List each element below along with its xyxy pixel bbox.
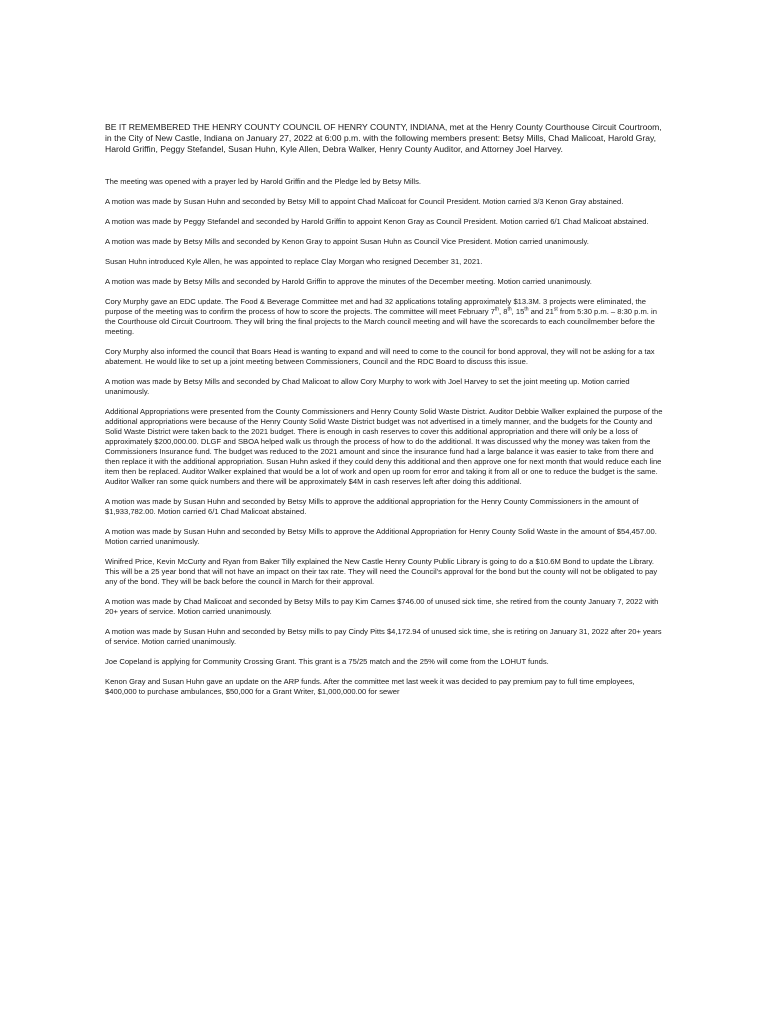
minutes-paragraph: A motion was made by Betsy Mills and seconded by Kenon Gray to appoint Susan Huhn as Council Vice President. Motion carried unanimously. [105, 236, 589, 246]
minutes-paragraph: The meeting was opened with a prayer led by Harold Griffin and the Pledge led by Betsy Mills. [105, 176, 422, 186]
minutes-paragraph: A motion was made by Chad Malicoat and seconded by Betsy Mills to pay Kim Carnes $746.00 of unused sick time, she retired from the county January 7, 2022 with 20+ years of service. Motion carried unanimously. [105, 596, 659, 616]
intro-paragraph: BE IT REMEMBERED THE HENRY COUNTY COUNCIL OF HENRY COUNTY, INDIANA, met at the Henry County Courthouse Circuit Courtroom, in the City of New Castle, Indiana on January 27, 2022 at 6:00 p.m. with the following members present: Betsy Mills, Chad Malicoat, Harold Gray, Harold Griffin, Peggy Stefandel, Susan Huhn, Kyle Allen, Debra Walker, Henry County Auditor, and Attorney Joel Harvey. [105, 122, 662, 155]
minutes-paragraph: A motion was made by Susan Huhn and seconded by Betsy Mills to approve the Additional Appropriation for Henry County Solid Waste in the amount of $54,457.00. Motion carried unanimously. [105, 526, 657, 546]
minutes-paragraph: A motion was made by Susan Huhn and seconded by Betsy Mills to approve the additional appropriation for the Henry County Commissioners in the amount of $1,933,782.00. Motion carried 6/1 Chad Malicoat abstained. [105, 496, 639, 516]
minutes-body [105, 177, 667, 697]
minutes-paragraph: A motion was made by Susan Huhn and seconded by Betsy Mill to appoint Chad Malicoat for Council President. Motion carried 3/3 Kenon Gray abstained. [105, 196, 624, 206]
minutes-paragraph: A motion was made by Susan Huhn and seconded by Betsy mills to pay Cindy Pitts $4,172.94 of unused sick time, she is retiring on January 31, 2022 after 20+ years of service. Motion carried unanimously. [105, 626, 662, 646]
document-page [105, 122, 667, 707]
minutes-paragraph: Joe Copeland is applying for Community Crossing Grant. This grant is a 75/25 match and the 25% will come from the LOHUT funds. [105, 656, 549, 666]
minutes-paragraph: Kenon Gray and Susan Huhn gave an update on the ARP funds. After the committee met last week it was decided to pay premium pay to full time employees, $400,000 to purchase ambulances, $50,000 for a Grant Writer, $1,000,000.00 for sewer [105, 676, 635, 696]
minutes-paragraph: Cory Murphy gave an EDC update. The Food & Beverage Committee met and had 32 applications totaling approximately $13.3M. 3 projects were eliminated, the purpose of the meeting was to confirm the process of how to score the projects. The committee will meet February 7th, 8th, 15th and 21st from 5:30 p.m. – 8:30 p.m. in the Courthouse old Circuit Courtroom. They will bring the final projects to the March council meeting and will have the scorecards to each councilmember before the meeting. [105, 296, 657, 336]
minutes-paragraph: A motion was made by Betsy Mills and seconded by Chad Malicoat to allow Cory Murphy to work with Joel Harvey to set the joint meeting up. Motion carried unanimously. [105, 376, 630, 396]
minutes-paragraph: Winifred Price, Kevin McCurty and Ryan from Baker Tilly explained the New Castle Henry County Public Library is going to do a $10.6M Bond to update the Library. This will be a 25 year bond that will not have an impact on their tax rate. They will need the Council's approval for the bond but the county will not be obligated to pay any of the bond. They will be back before the council in March for their approval. [105, 556, 658, 586]
minutes-paragraph: A motion was made by Peggy Stefandel and seconded by Harold Griffin to appoint Kenon Gray as Council President. Motion carried 6/1 Chad Malicoat abstained. [105, 216, 649, 226]
minutes-paragraph: Susan Huhn introduced Kyle Allen, he was appointed to replace Clay Morgan who resigned December 31, 2021. [105, 256, 483, 266]
minutes-paragraph: Cory Murphy also informed the council that Boars Head is wanting to expand and will need to come to the council for bond approval, they will not be asking for a tax abatement. He would like to set up a joint meeting between Commissioners, Council and the RDC Board to discuss this issue. [105, 346, 655, 366]
minutes-paragraph: A motion was made by Betsy Mills and seconded by Harold Griffin to approve the minutes of the December meeting. Motion carried unanimously. [105, 276, 592, 286]
minutes-paragraph: Additional Appropriations were presented from the County Commissioners and Henry County Solid Waste District. Auditor Debbie Walker explained the purpose of the additional appropriations were because of the Henry County Solid Waste District budget was not advertised in a timely manner, and the budgets for the County and Solid Waste District were taken back to the 2021 budget. There is enough in cash reserves to cover this additional appropriation and there will only be a loss of approximately $200,000.00. DLGF and SBOA helped walk us through the process of how to do the additional. It was discussed why the money was taken from the Commissioners Insurance fund. The budget was reduced to the 2021 amount and since the insurance fund had a large balance it was easier to take from there and then replace it with the additional appropriation. Susan Huhn asked if they could deny this additional and then approve one for next month that would reduce each line item then be replaced. Auditor Walker explained that would be a lot of work and open up room for error and taking it from all or one to reduce the budget is the same. Auditor Walker ran some quick numbers and there will be approximately $4M in cash reserves left after doing this additional. [105, 406, 663, 486]
